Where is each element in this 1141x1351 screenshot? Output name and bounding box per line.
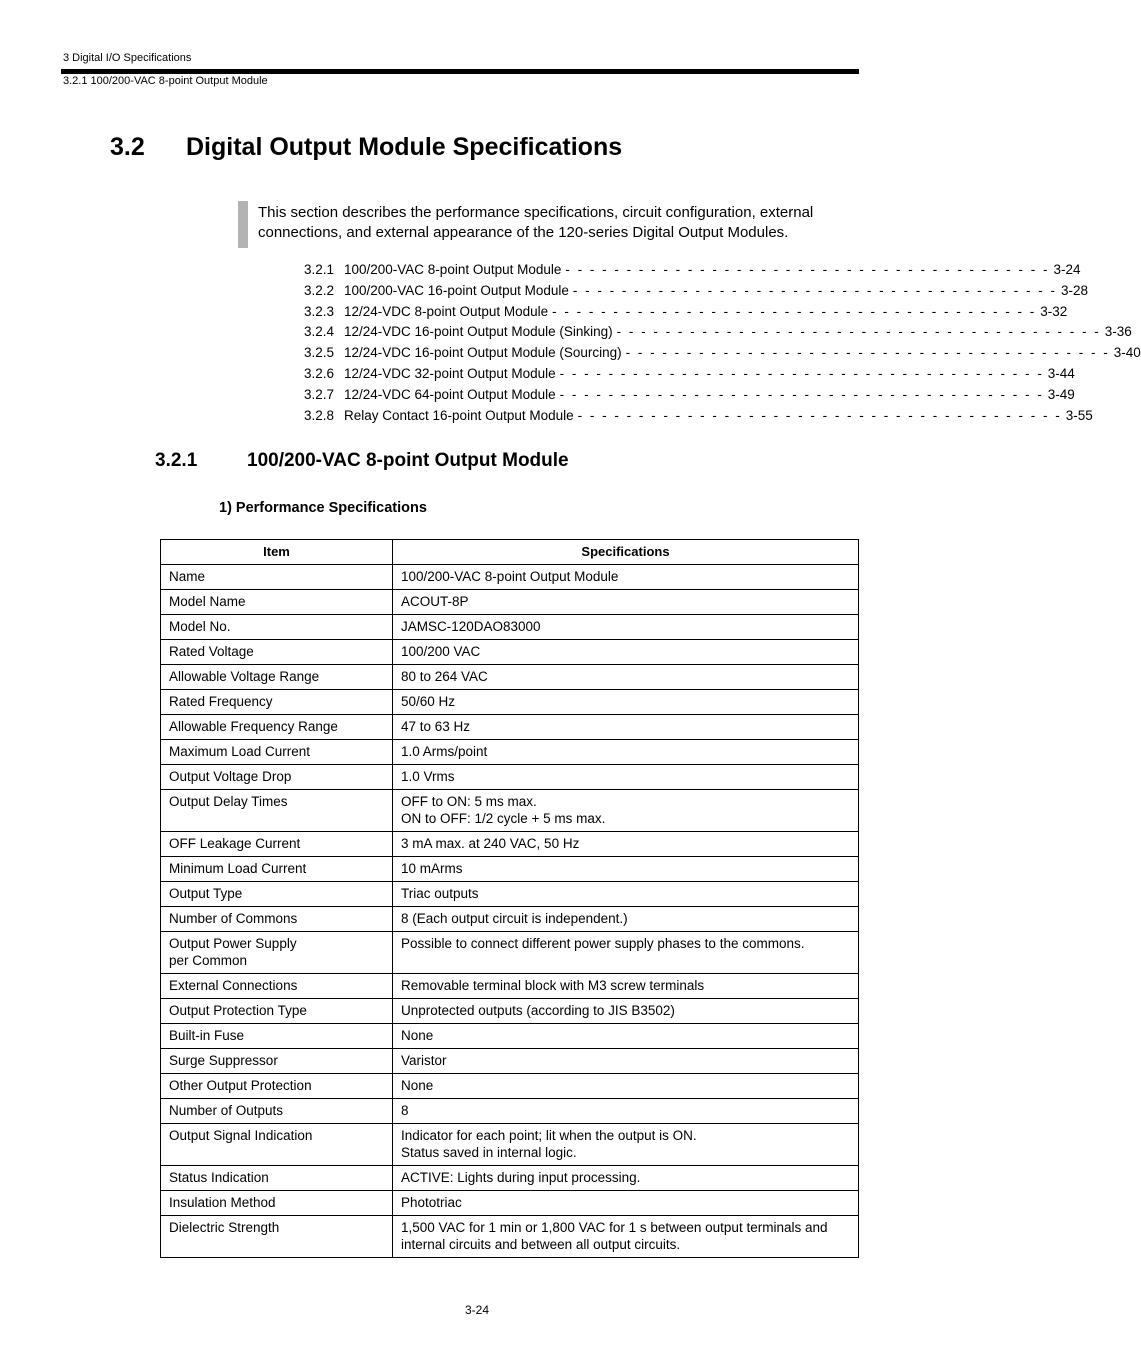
toc-entry-number: 3.2.7: [304, 386, 335, 402]
table-row: [161, 999, 859, 1024]
table-row: [161, 790, 859, 832]
table-cell-specification: 8: [393, 1099, 859, 1124]
toc-entry-page: 3-32: [1040, 303, 1068, 319]
table-row: [161, 565, 859, 590]
table-cell-item: Output Voltage Drop: [161, 765, 393, 790]
toc-entry-title: 12/24-VDC 8-point Output Module: [344, 303, 549, 319]
table-row: [161, 715, 859, 740]
toc-leader-dots: - - - - - - - - - - - - - - - - - - - - - - - - - - - - - - - - - - - - - - - -: [572, 282, 1058, 298]
table-row: [161, 665, 859, 690]
table-cell-item: Model No.: [161, 615, 393, 640]
section-title: Digital Output Module Specifications: [186, 133, 623, 161]
table-cell-item: Surge Suppressor: [161, 1049, 393, 1074]
toc-entry-page: 3-55: [1065, 407, 1093, 423]
subsection-heading: [155, 450, 569, 472]
table-cell-item: Insulation Method: [161, 1191, 393, 1216]
column-header-item: Item: [161, 540, 393, 565]
toc-leader-dots: - - - - - - - - - - - - - - - - - - - - - - - - - - - - - - - - - - - - - - - -: [616, 324, 1101, 340]
table-row: [161, 640, 859, 665]
table-cell-specification: 8 (Each output circuit is independent.): [393, 907, 859, 932]
toc-entry[interactable]: [304, 345, 1141, 366]
table-cell-specification: Possible to connect different power supply phases to the commons.: [393, 932, 859, 974]
table-row: [161, 1049, 859, 1074]
table-row: [161, 974, 859, 999]
toc-entry[interactable]: [304, 365, 1075, 387]
toc-entry[interactable]: [304, 407, 1093, 429]
toc-leader-dots: - - - - - - - - - - - - - - - - - - - - - - - - - - - - - - - - - - - - - - - -: [559, 365, 1044, 381]
table-cell-specification: 3 mA max. at 240 VAC, 50 Hz: [393, 832, 859, 857]
toc-entry-number: 3.2.4: [304, 324, 335, 340]
table-cell-item: Built-in Fuse: [161, 1024, 393, 1049]
table-cell-specification: None: [393, 1074, 859, 1099]
table-cell-item: Dielectric Strength: [161, 1216, 393, 1258]
toc-entry-page: 3-28: [1061, 282, 1089, 298]
intro-sidebar-bar: [238, 201, 248, 248]
toc-leader-dots: - - - - - - - - - - - - - - - - - - - - - - - - - - - - - - - - - - - - - - - -: [565, 262, 1050, 277]
table-cell-specification: 100/200-VAC 8-point Output Module: [393, 565, 859, 590]
table-row: [161, 1166, 859, 1191]
toc-entry[interactable]: [304, 282, 1089, 304]
page-number: 3-24: [464, 1303, 490, 1317]
table-cell-item: Minimum Load Current: [161, 857, 393, 882]
table-cell-specification: 1,500 VAC for 1 min or 1,800 VAC for 1 s between output terminals and internal circuits and between all output circuits.: [393, 1216, 859, 1258]
table-cell-specification: Phototriac: [393, 1191, 859, 1216]
table-cell-specification: 10 mArms: [393, 857, 859, 882]
table-cell-specification: Indicator for each point; lit when the output is ON. Status saved in internal logic.: [393, 1124, 859, 1166]
toc-entry-page: 3-36: [1104, 324, 1132, 340]
toc-entry-title: 12/24-VDC 16-point Output Module (Sourcing): [344, 345, 622, 361]
toc-leader-dots: - - - - - - - - - - - - - - - - - - - - - - - - - - - - - - - - - - - - - - - -: [625, 345, 1110, 361]
table-cell-specification: OFF to ON: 5 ms max. ON to OFF: 1/2 cycle + 5 ms max.: [393, 790, 859, 832]
table-cell-specification: ACOUT-8P: [393, 590, 859, 615]
table-cell-item: Output Delay Times: [161, 790, 393, 832]
table-cell-specification: JAMSC-120DAO83000: [393, 615, 859, 640]
table-cell-item: Status Indication: [161, 1166, 393, 1191]
table-cell-specification: 1.0 Vrms: [393, 765, 859, 790]
table-row: [161, 857, 859, 882]
table-row: [161, 690, 859, 715]
table-cell-specification: Removable terminal block with M3 screw terminals: [393, 974, 859, 999]
table-row: [161, 1074, 859, 1099]
toc-entry-title: 100/200-VAC 16-point Output Module: [344, 282, 569, 298]
table-cell-specification: Varistor: [393, 1049, 859, 1074]
table-row: [161, 740, 859, 765]
table-cell-item: External Connections: [161, 974, 393, 999]
table-cell-specification: Unprotected outputs (according to JIS B3502): [393, 999, 859, 1024]
toc-entry-title: 12/24-VDC 16-point Output Module (Sinking): [344, 324, 613, 340]
table-cell-specification: None: [393, 1024, 859, 1049]
table-cell-item: Rated Voltage: [161, 640, 393, 665]
toc-entry-page: 3-40: [1113, 345, 1141, 361]
column-header-specifications: Specifications: [393, 540, 859, 565]
spec-table: [160, 539, 859, 1258]
section-number: 3.2: [110, 133, 145, 161]
table-cell-item: Number of Commons: [161, 907, 393, 932]
table-row: [161, 1216, 859, 1258]
table-header-row: [161, 540, 859, 565]
toc-entry-number: 3.2.8: [304, 407, 335, 423]
table-row: [161, 932, 859, 974]
toc-leader-dots: - - - - - - - - - - - - - - - - - - - - - - - - - - - - - - - - - - - - - - - -: [577, 407, 1062, 423]
toc-entry-number: 3.2.5: [304, 345, 335, 361]
table-row: [161, 882, 859, 907]
table-row: [161, 615, 859, 640]
toc-entry[interactable]: [304, 262, 1081, 283]
subsection-number: 3.2.1: [155, 450, 198, 471]
table-cell-item: Output Signal Indication: [161, 1124, 393, 1166]
running-header-chapter: 3 Digital I/O Specifications: [63, 52, 192, 64]
table-cell-item: OFF Leakage Current: [161, 832, 393, 857]
subsection-title: 100/200-VAC 8-point Output Module: [247, 450, 569, 471]
toc-leader-dots: - - - - - - - - - - - - - - - - - - - - - - - - - - - - - - - - - - - - - - - -: [552, 303, 1037, 319]
table-cell-specification: 100/200 VAC: [393, 640, 859, 665]
running-header-section: 3.2.1 100/200-VAC 8-point Output Module: [63, 75, 268, 87]
toc-entry-page: 3-44: [1047, 365, 1075, 381]
toc-entry-number: 3.2.6: [304, 365, 335, 381]
table-cell-item: Output Power Supply per Common: [161, 932, 393, 974]
table-cell-item: Name: [161, 565, 393, 590]
toc-entry-page: 3-49: [1047, 386, 1075, 402]
table-cell-item: Maximum Load Current: [161, 740, 393, 765]
table-cell-specification: 1.0 Arms/point: [393, 740, 859, 765]
table-cell-specification: 47 to 63 Hz: [393, 715, 859, 740]
toc-entry[interactable]: [304, 386, 1075, 408]
table-cell-specification: Triac outputs: [393, 882, 859, 907]
table-of-contents: [304, 262, 1141, 428]
toc-entry-number: 3.2.1: [304, 262, 335, 277]
table-row: [161, 1191, 859, 1216]
table-row: [161, 765, 859, 790]
table-cell-item: Output Protection Type: [161, 999, 393, 1024]
table-cell-item: Rated Frequency: [161, 690, 393, 715]
performance-heading: 1) Performance Specifications: [219, 500, 427, 516]
table-cell-item: Number of Outputs: [161, 1099, 393, 1124]
table-row: [161, 1099, 859, 1124]
table-row: [161, 832, 859, 857]
toc-entry-page: 3-24: [1053, 262, 1081, 277]
table-cell-item: Allowable Voltage Range: [161, 665, 393, 690]
toc-entry-title: 12/24-VDC 32-point Output Module: [344, 365, 556, 381]
table-cell-specification: ACTIVE: Lights during input processing.: [393, 1166, 859, 1191]
table-row: [161, 1124, 859, 1166]
toc-entry[interactable]: [304, 303, 1068, 325]
section-heading: [110, 133, 622, 162]
table-cell-item: Other Output Protection: [161, 1074, 393, 1099]
toc-leader-dots: - - - - - - - - - - - - - - - - - - - - - - - - - - - - - - - - - - - - - - - -: [559, 386, 1044, 402]
table-row: [161, 1024, 859, 1049]
section-intro: This section describes the performance specifications, circuit configuration, external connections, and external appearance of the 120-series Digital Output Modules.: [258, 204, 814, 241]
table-cell-specification: 80 to 264 VAC: [393, 665, 859, 690]
header-rule: [61, 69, 859, 74]
toc-entry-number: 3.2.3: [304, 303, 335, 319]
table-cell-item: Model Name: [161, 590, 393, 615]
table-cell-specification: 50/60 Hz: [393, 690, 859, 715]
toc-entry[interactable]: [304, 324, 1132, 345]
toc-entry-title: 12/24-VDC 64-point Output Module: [344, 386, 556, 402]
table-cell-item: Output Type: [161, 882, 393, 907]
toc-entry-title: 100/200-VAC 8-point Output Module: [344, 262, 562, 277]
toc-entry-number: 3.2.2: [304, 282, 335, 298]
toc-entry-title: Relay Contact 16-point Output Module: [344, 407, 574, 423]
table-cell-item: Allowable Frequency Range: [161, 715, 393, 740]
table-row: [161, 907, 859, 932]
table-row: [161, 590, 859, 615]
